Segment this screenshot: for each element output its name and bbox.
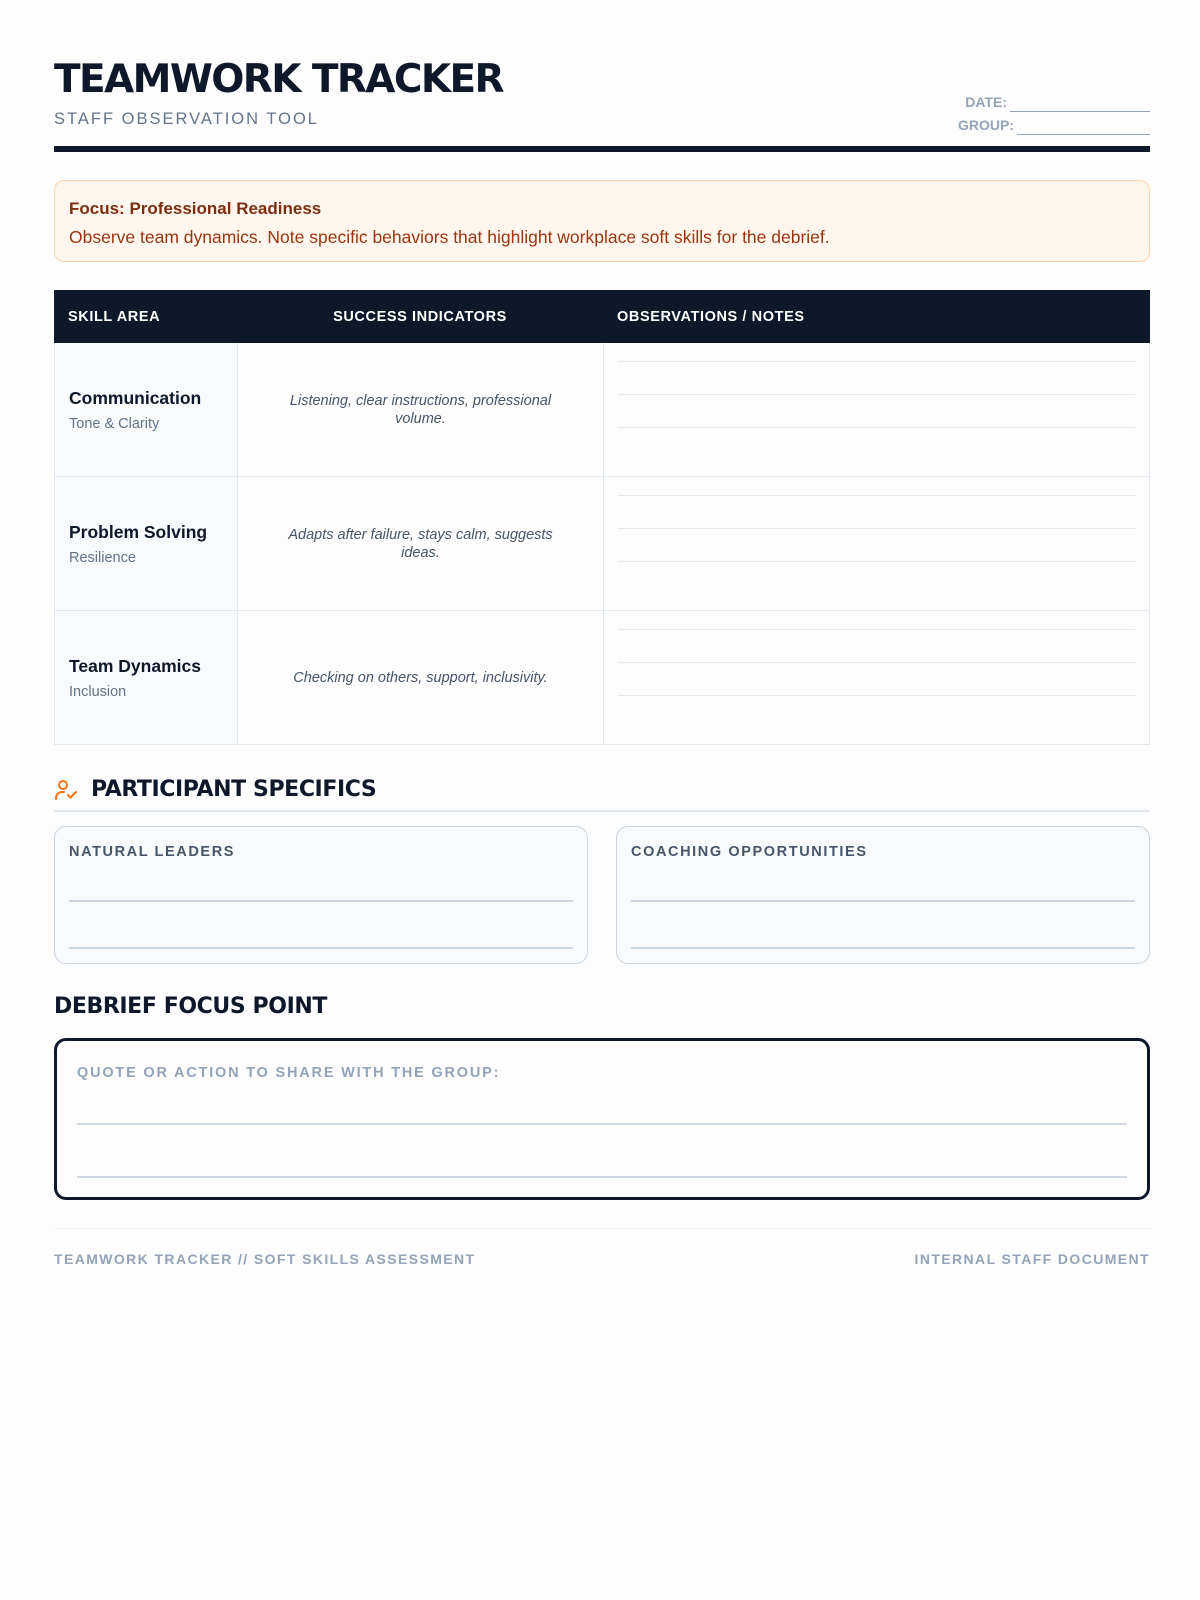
page-title: TEAMWORK TRACKER [54, 57, 503, 102]
natural-leaders-box[interactable] [54, 826, 588, 964]
writing-line [618, 495, 1135, 496]
indicator-cell: Checking on others, support, inclusivity. [238, 611, 604, 744]
footer [54, 1228, 1150, 1268]
skill-name: Communication [69, 387, 202, 408]
section-title: PARTICIPANT SPECIFICS [91, 777, 377, 802]
header-rule [54, 146, 1150, 152]
writing-line [77, 1176, 1127, 1178]
footer-left-text: TEAMWORK TRACKER // SOFT SKILLS ASSESSMENT [54, 1251, 476, 1267]
group-field[interactable] [1017, 121, 1150, 135]
worksheet-page [54, 0, 1150, 1267]
writing-line [618, 361, 1135, 362]
indicator-cell: Listening, clear instructions, professional volume. [238, 343, 604, 476]
writing-line [618, 394, 1135, 395]
debrief-heading: DEBRIEF FOCUS POINT [54, 994, 327, 1019]
user-check-icon [54, 778, 78, 802]
participant-specifics-heading [54, 776, 1150, 812]
skill-subtitle: Tone & Clarity [69, 415, 160, 432]
table-row [54, 611, 1150, 745]
coaching-opportunities-box[interactable] [616, 826, 1150, 964]
indicator-cell: Adapts after failure, stays calm, suggests ideas. [238, 477, 604, 610]
column-header-success-indicators: SUCCESS INDICATORS [333, 308, 507, 325]
debrief-box[interactable] [54, 1038, 1150, 1200]
coaching-opportunities-label: COACHING OPPORTUNITIES [631, 844, 868, 860]
skill-cell [55, 477, 238, 610]
skill-name: Team Dynamics [69, 655, 201, 676]
writing-line [618, 629, 1135, 630]
header [54, 0, 1150, 152]
focus-text: Observe team dynamics. Note specific behaviors that highlight workplace soft skills for the debrief. [69, 227, 830, 247]
writing-line [618, 662, 1135, 663]
header-meta [958, 89, 1150, 135]
writing-line [69, 947, 573, 949]
skill-subtitle: Resilience [69, 549, 136, 566]
date-row [958, 89, 1150, 112]
date-label: DATE: [965, 94, 1007, 110]
observation-notes-area[interactable] [604, 611, 1149, 744]
table-row [54, 343, 1150, 477]
column-header-observations: OBSERVATIONS / NOTES [617, 308, 805, 325]
skills-table [54, 290, 1150, 745]
focus-title: Focus: Professional Readiness [69, 199, 322, 218]
writing-line [631, 900, 1135, 902]
writing-line [631, 947, 1135, 949]
table-row [54, 477, 1150, 611]
group-row [958, 112, 1150, 135]
natural-leaders-label: NATURAL LEADERS [69, 844, 236, 860]
writing-line [618, 528, 1135, 529]
focus-callout [54, 180, 1150, 262]
table-header [54, 290, 1150, 343]
page-subtitle: STAFF OBSERVATION TOOL [54, 110, 319, 128]
skill-cell [55, 343, 238, 476]
observation-notes-area[interactable] [604, 477, 1149, 610]
writing-line [69, 900, 573, 902]
writing-line [77, 1123, 1127, 1125]
skill-cell [55, 611, 238, 744]
footer-right-text: INTERNAL STAFF DOCUMENT [914, 1251, 1150, 1267]
debrief-label: QUOTE OR ACTION TO SHARE WITH THE GROUP: [77, 1065, 501, 1081]
column-header-skill-area: SKILL AREA [68, 308, 161, 325]
writing-line [618, 695, 1135, 696]
writing-line [618, 561, 1135, 562]
observation-notes-area[interactable] [604, 343, 1149, 476]
writing-line [618, 427, 1135, 428]
date-field[interactable] [1010, 98, 1150, 112]
skill-subtitle: Inclusion [69, 683, 127, 700]
group-label: GROUP: [958, 117, 1014, 133]
skill-name: Problem Solving [69, 521, 208, 542]
